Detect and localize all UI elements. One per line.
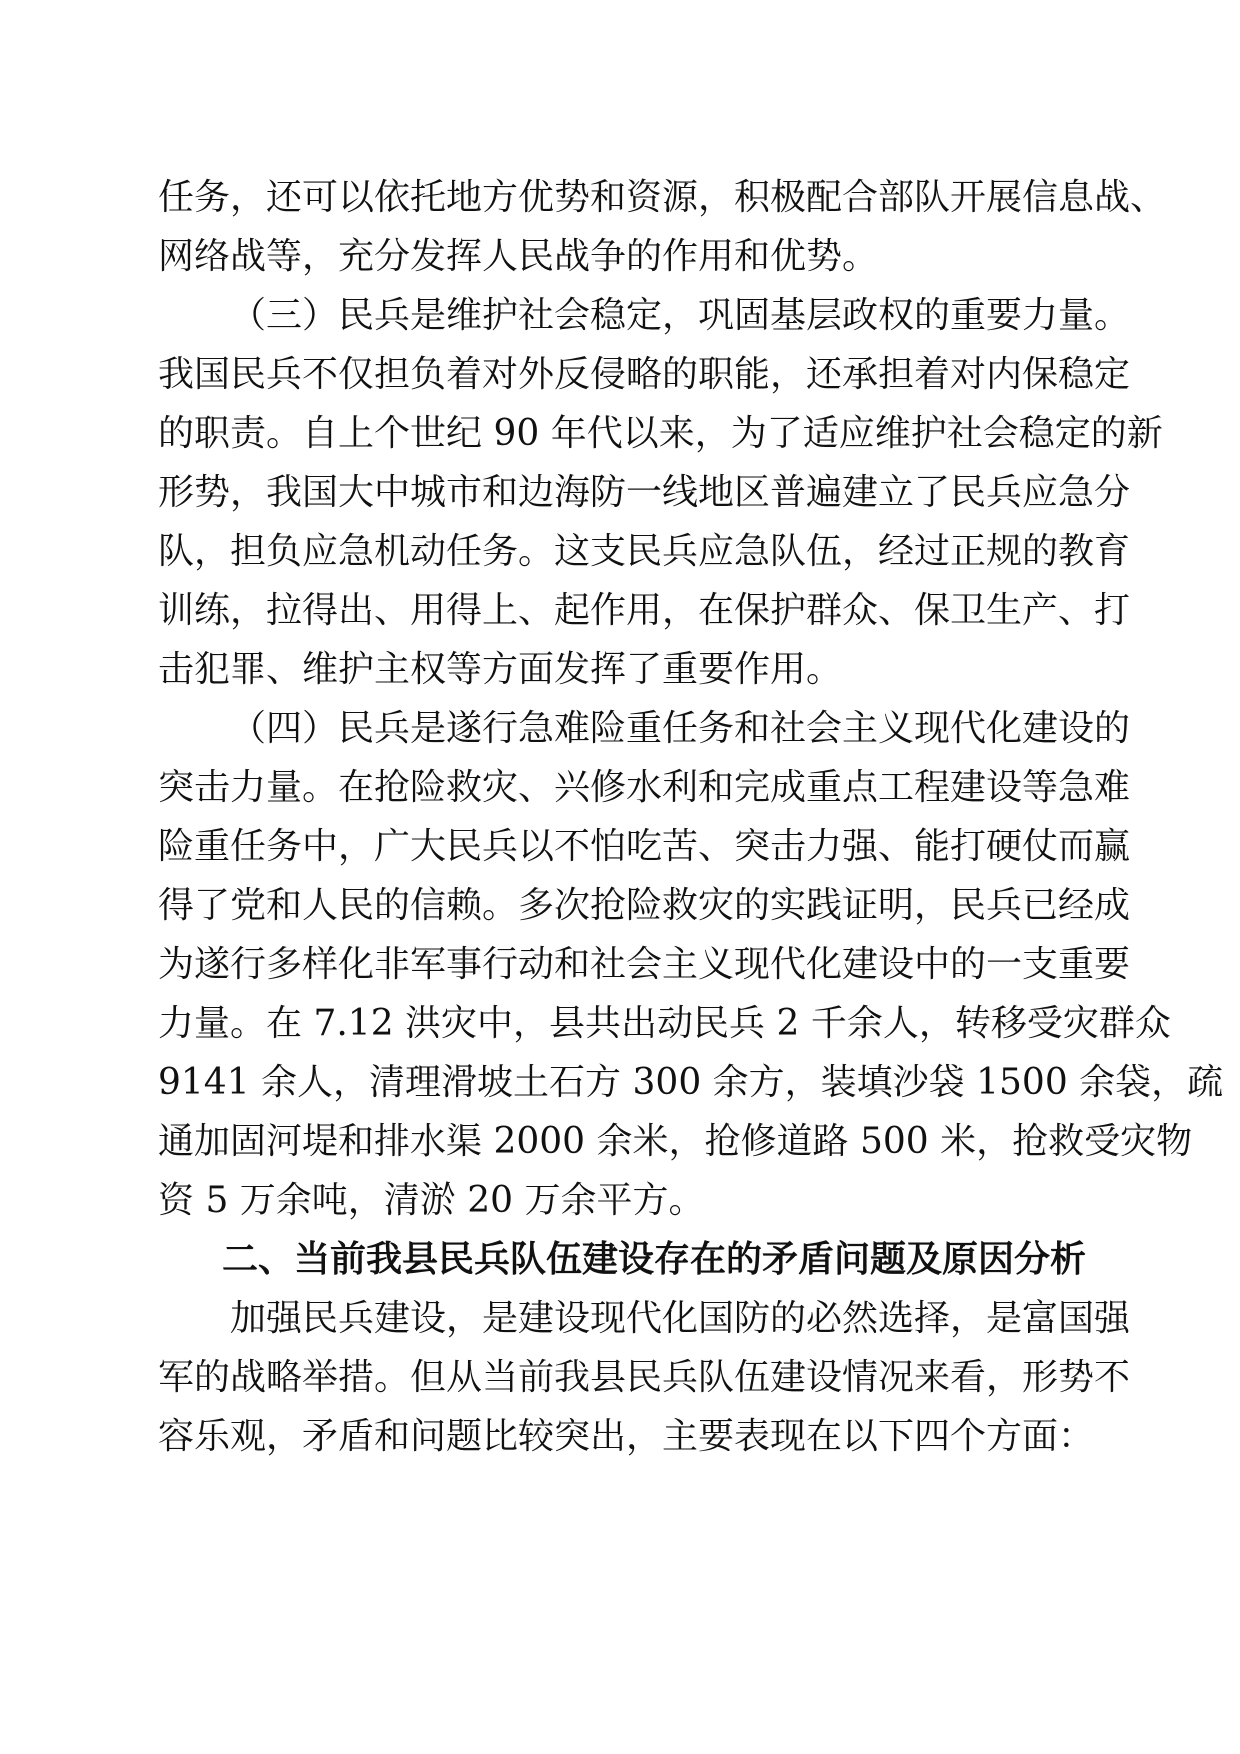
body-line-18: 资 5 万余吨，清淤 20 万余平方。 xyxy=(158,1180,705,1221)
section-4-heading-line: （四）民兵是遂行急难险重任务和社会主义现代化建设的 xyxy=(230,708,1131,749)
body-line-4: 我国民兵不仅担负着对外反侵略的职能，还承担着对内保稳定 xyxy=(158,354,1131,395)
chapter-2-heading: 二、当前我县民兵队伍建设存在的矛盾问题及原因分析 xyxy=(222,1239,1087,1280)
body-line-15: 力量。在 7.12 洪灾中，县共出动民兵 2 千余人，转移受灾群众 xyxy=(158,1003,1171,1044)
body-line-20: 加强民兵建设，是建设现代化国防的必然选择，是富国强 xyxy=(230,1298,1131,1339)
body-line-9: 击犯罪、维护主权等方面发挥了重要作用。 xyxy=(158,649,843,690)
body-line-8: 训练，拉得出、用得上、起作用，在保护群众、保卫生产、打 xyxy=(158,590,1131,631)
section-3-heading-line: （三）民兵是维护社会稳定，巩固基层政权的重要力量。 xyxy=(230,295,1131,336)
body-line-22: 容乐观，矛盾和问题比较突出，主要表现在以下四个方面： xyxy=(158,1416,1095,1457)
body-line-17: 通加固河堤和排水渠 2000 余米，抢修道路 500 米，抢救受灾物 xyxy=(158,1121,1193,1162)
body-line-21: 军的战略举措。但从当前我县民兵队伍建设情况来看，形势不 xyxy=(158,1357,1131,1398)
body-line-6: 形势，我国大中城市和边海防一线地区普遍建立了民兵应急分 xyxy=(158,472,1131,513)
body-line-7: 队，担负应急机动任务。这支民兵应急队伍，经过正规的教育 xyxy=(158,531,1131,572)
body-line-2: 网络战等，充分发挥人民战争的作用和优势。 xyxy=(158,236,879,277)
body-line-5: 的职责。自上个世纪 90 年代以来，为了适应维护社会稳定的新 xyxy=(158,413,1163,454)
body-line-12: 险重任务中，广大民兵以不怕吃苦、突击力强、能打硬仗而赢 xyxy=(158,826,1131,867)
body-line-1: 任务，还可以依托地方优势和资源，积极配合部队开展信息战、 xyxy=(158,177,1167,218)
body-line-14: 为遂行多样化非军事行动和社会主义现代化建设中的一支重要 xyxy=(158,944,1131,985)
body-line-16: 9141 余人，清理滑坡土石方 300 余方，装填沙袋 1500 余袋，疏 xyxy=(158,1062,1224,1103)
body-line-11: 突击力量。在抢险救灾、兴修水利和完成重点工程建设等急难 xyxy=(158,767,1131,808)
body-line-13: 得了党和人民的信赖。多次抢险救灾的实践证明，民兵已经成 xyxy=(158,885,1131,926)
